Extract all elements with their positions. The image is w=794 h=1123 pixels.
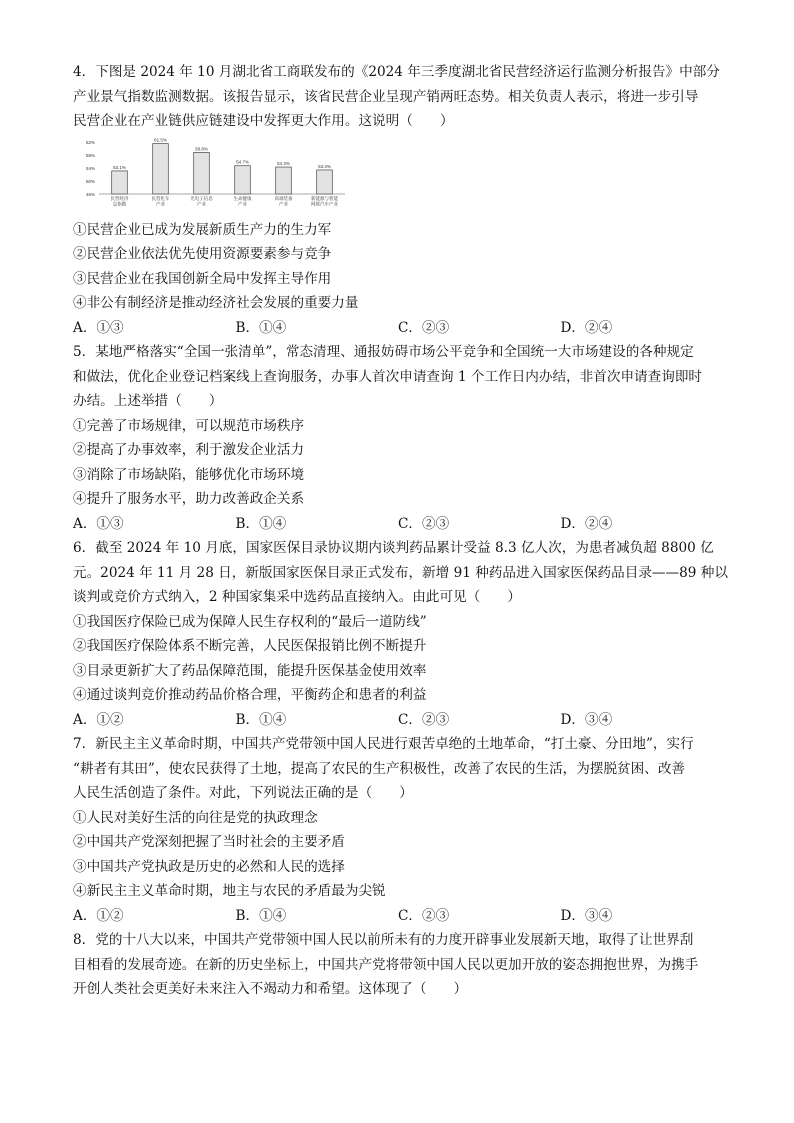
category-label: 新能源与智能 — [311, 195, 338, 201]
industry-index-chart — [73, 136, 353, 214]
answer-options — [73, 316, 723, 341]
data-label: 53.4% — [318, 163, 331, 169]
statement-item: ①我国医疗保险已成为保障人民生存权利的“最后一道防线” — [73, 613, 427, 630]
bar — [276, 167, 292, 194]
statement-item: ②民营企业依法优先使用资源要素参与竞争 — [73, 246, 332, 262]
option-c[interactable]: C．②③ — [398, 711, 450, 728]
question-7 — [73, 732, 723, 928]
statement-item: ③民营企业在我国创新全局中发挥主导作用 — [73, 270, 332, 287]
statement-item: ④提升了服务水平，助力改善政企关系 — [73, 491, 305, 507]
bar-chart — [73, 136, 353, 214]
data-label: 61.5% — [154, 137, 167, 143]
category-label: 高端装备 — [274, 195, 293, 201]
question-6 — [73, 536, 728, 732]
option-d[interactable]: D．③④ — [560, 907, 613, 924]
category-label: 产业 — [197, 201, 206, 206]
statement-item: ②我国医疗保险体系不断完善，人民医保报销比例不断提升 — [73, 638, 427, 654]
question-8 — [73, 928, 723, 1002]
statement-item: ③中国共产党执政是历史的必然和人民的选择 — [73, 858, 345, 875]
option-d[interactable]: D．②④ — [560, 515, 613, 532]
option-b[interactable]: B．①④ — [235, 907, 287, 924]
question-stem-line: 8．党的十八大以来，中国共产党带领中国人民以前所未有的力度开辟事业发展新天地，取得了让世界刮 — [73, 932, 694, 948]
statement-item: ④新民主主义革命时期，地主与农民的矛盾最为尖锐 — [73, 883, 386, 899]
y-tick-label: 54% — [85, 165, 95, 171]
question-4 — [73, 60, 723, 340]
data-label: 54.3% — [277, 160, 290, 166]
y-tick-label: 58% — [85, 152, 95, 158]
statement-item: ②提高了办事效率，利于激发企业活力 — [73, 442, 305, 458]
page-content — [73, 60, 728, 1002]
option-b[interactable]: B．①④ — [235, 711, 287, 728]
question-5 — [73, 340, 723, 536]
bar — [153, 143, 169, 193]
question-stem-line: 开创人类社会更美好未来注入不竭动力和希望。这体现了（ ） — [73, 981, 468, 997]
statement-item: ③消除了市场缺陷，能够优化市场环境 — [73, 466, 305, 483]
option-a[interactable]: A．①③ — [73, 515, 124, 532]
question-stem-line: 和做法，优化企业登记档案线上查询服务，办事人首次申请查询 1 个工作日内办结，非首次申请查询即时 — [73, 368, 703, 385]
question-stem-line: 谈判或竞价方式纳入，2 种国家集采中选药品直接纳入。由此可见（ ） — [73, 589, 521, 605]
option-c[interactable]: C．②③ — [398, 515, 450, 532]
answer-options — [73, 512, 723, 537]
question-stem-line: 元。2024 年 11 月 28 日，新版国家医保目录正式发布，新增 91 种药品进入国家医保药品目录——89 种以 — [73, 564, 728, 581]
data-label: 58.8% — [195, 145, 208, 151]
statement-item: ④非公有制经济是推动经济社会发展的重要力量 — [73, 295, 359, 311]
question-stem-line: 办结。上述举措（ ） — [73, 393, 223, 409]
statement-item: ①完善了市场规律，可以规范市场秩序 — [73, 417, 305, 434]
question-stem-line: “耕者有其田”，使农民获得了土地，提高了农民的生产积极性，改善了农民的生活，为摆脱贫困、改善 — [73, 760, 686, 777]
category-label: 总指数 — [112, 201, 127, 206]
question-stem-line: 产业景气指数监测数据。该报告显示，该省民营企业呈现产销两旺态势。相关负责人表示，将进一步引导 — [73, 88, 699, 105]
question-stem-line: 7．新民主主义革命时期，中国共产党带领中国人民进行艰苦卓绝的土地革命，“打土豪、分田地”，实行 — [73, 736, 694, 752]
question-stem-line: 目相看的发展奇迹。在新的历史坐标上，中国共产党将带领中国人民以更加开放的姿态拥抱世界，为携手 — [73, 956, 699, 973]
bar — [112, 170, 128, 193]
category-label: 产业 — [156, 201, 165, 206]
option-d[interactable]: D．③④ — [560, 711, 613, 728]
answer-options — [73, 708, 723, 733]
answer-options — [73, 904, 723, 929]
data-label: 54.7% — [236, 159, 249, 165]
question-stem-line: 5．某地严格落实“全国一张清单”，常态清理、通报妨碍市场公平竞争和全国统一大市场建设的各种规定 — [73, 344, 694, 360]
y-tick-label: 50% — [85, 178, 95, 184]
option-c[interactable]: C．②③ — [398, 907, 450, 924]
y-tick-label: 46% — [85, 191, 95, 197]
option-a[interactable]: A．①③ — [73, 319, 124, 336]
bar — [194, 152, 210, 194]
statement-item: ③目录更新扩大了药品保障范围，能提升医保基金使用效率 — [73, 662, 427, 679]
statement-item: ①人民对美好生活的向往是党的执政理念 — [73, 809, 318, 826]
statement-item: ④通过谈判竞价推动药品价格合理，平衡药企和患者的利益 — [73, 687, 427, 703]
category-label: 网联汽车产业 — [311, 201, 338, 206]
category-label: 产业 — [238, 201, 247, 206]
option-a[interactable]: A．①② — [73, 907, 124, 924]
question-stem-line: 民营企业在产业链供应链建设中发挥更大作用。这说明（ ） — [73, 113, 454, 129]
option-a[interactable]: A．①② — [73, 711, 124, 728]
question-stem-line: 4．下图是 2024 年 10 月湖北省工商联发布的《2024 年三季度湖北省民营经济运行监测分析报告》中部分 — [73, 64, 720, 80]
category-label: 民营经济 — [110, 195, 129, 201]
option-b[interactable]: B．①④ — [235, 319, 287, 336]
bar — [235, 165, 251, 193]
y-tick-label: 62% — [85, 139, 95, 145]
data-label: 53.1% — [113, 164, 126, 170]
statement-item: ①民营企业已成为发展新质生产力的生力军 — [73, 221, 332, 238]
option-c[interactable]: C．②③ — [398, 319, 450, 336]
category-label: 光电子信息 — [190, 195, 213, 201]
category-label: 生命健康 — [233, 195, 252, 201]
question-stem-line: 人民生活创造了条件。对此，下列说法正确的是（ ） — [73, 785, 413, 801]
category-label: 民营化车 — [151, 195, 170, 201]
bar — [317, 169, 333, 193]
statement-item: ②中国共产党深刻把握了当时社会的主要矛盾 — [73, 834, 345, 850]
option-b[interactable]: B．①④ — [235, 515, 287, 532]
category-label: 产业 — [279, 201, 288, 206]
question-stem-line: 6．截至 2024 年 10 月底，国家医保目录协议期内谈判药品累计受益 8.3 亿人次，为患者减负超 8800 亿 — [73, 540, 714, 556]
option-d[interactable]: D．②④ — [560, 319, 613, 336]
